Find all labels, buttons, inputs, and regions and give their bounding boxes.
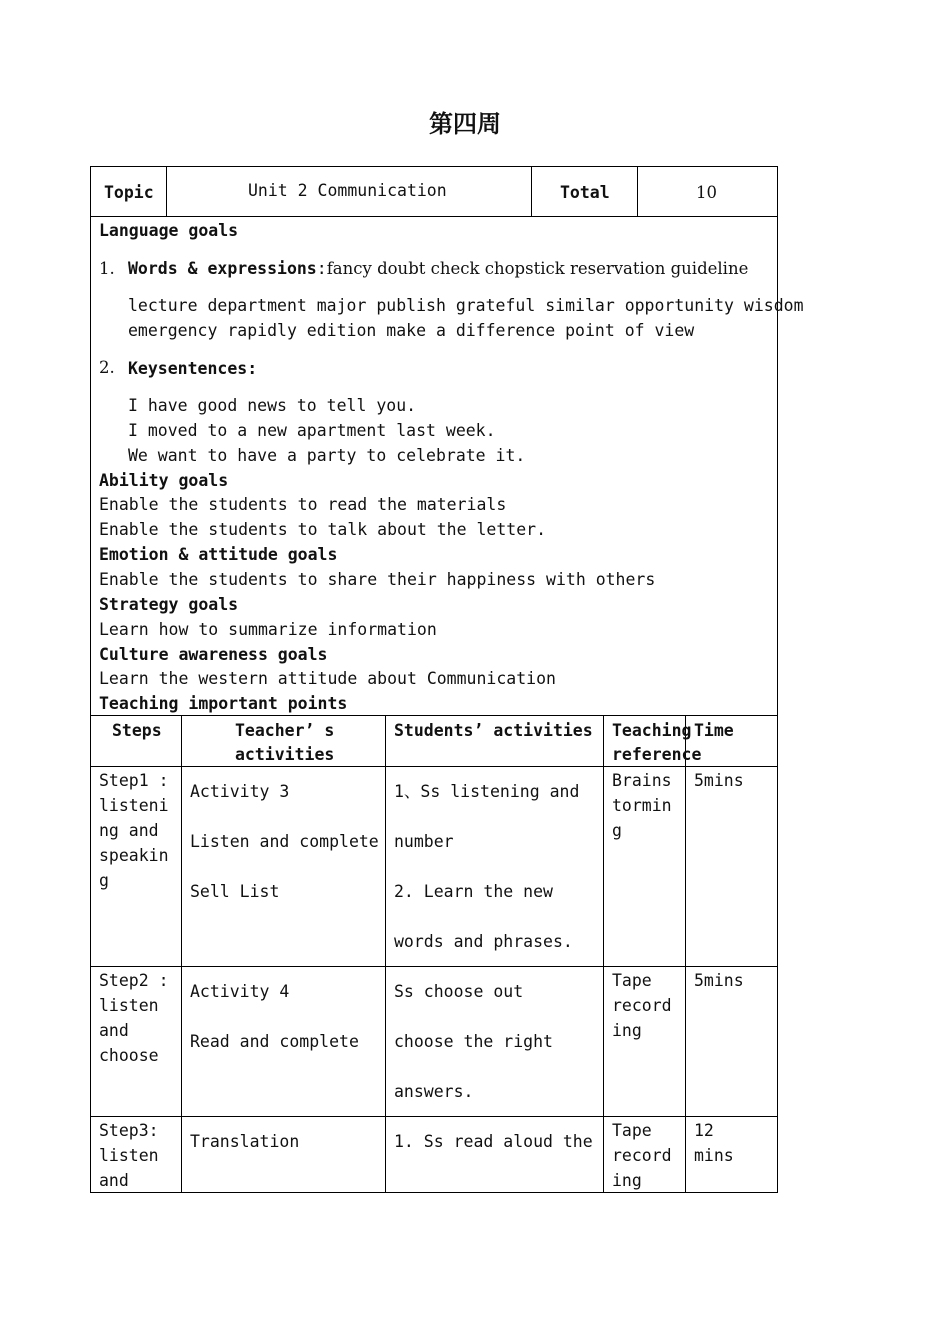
step-cell: and xyxy=(99,1021,129,1040)
col-header-students: Students’ activities xyxy=(394,721,593,740)
culture-goal: Learn the western attitude about Communication xyxy=(99,669,556,688)
column-divider xyxy=(685,715,686,1193)
column-divider xyxy=(385,715,386,1193)
time-cell: 5mins xyxy=(694,971,744,990)
time-cell: mins xyxy=(694,1146,734,1165)
column-divider xyxy=(181,715,182,1193)
item1-words: fancy doubt check chopstick reservation guideline xyxy=(326,259,749,278)
reference-cell: Tape xyxy=(612,971,652,990)
students-cell: answers. xyxy=(394,1082,474,1101)
total-label: Total xyxy=(560,183,610,202)
students-cell: words and phrases. xyxy=(394,932,573,951)
students-cell: 1、Ss listening and xyxy=(394,782,580,801)
step-cell: and xyxy=(99,1171,129,1190)
reference-cell: Tape xyxy=(612,1121,652,1140)
key-sentence: I have good news to tell you. xyxy=(128,396,417,415)
ability-goal: Enable the students to talk about the letter. xyxy=(99,520,547,539)
item1-number: 1. xyxy=(99,259,115,278)
reference-cell: ing xyxy=(612,1171,642,1190)
key-sentences-label: Keysentences: xyxy=(128,359,258,378)
teacher-cell: Read and complete xyxy=(190,1032,359,1051)
step-cell: choose xyxy=(99,1046,159,1065)
step-cell: listeni xyxy=(99,796,169,815)
teacher-cell: Activity 4 xyxy=(190,982,290,1001)
emotion-goal: Enable the students to share their happiness with others xyxy=(99,570,656,589)
teacher-cell: Listen and complete xyxy=(190,832,379,851)
step-cell: listen xyxy=(99,1146,159,1165)
step-cell: Step2 : xyxy=(99,971,169,990)
students-cell: 2. Learn the new xyxy=(394,882,553,901)
important-points-heading: Teaching important points xyxy=(99,694,348,713)
students-cell: choose the right xyxy=(394,1032,553,1051)
col-header-reference: reference xyxy=(612,745,702,764)
step-cell: Step3: xyxy=(99,1121,159,1140)
reference-cell: record xyxy=(612,996,672,1015)
reference-cell: g xyxy=(612,821,622,840)
students-cell: Ss choose out xyxy=(394,982,524,1001)
row-divider xyxy=(90,966,778,967)
total-value: 10 xyxy=(696,183,717,202)
time-cell: 12 xyxy=(694,1121,714,1140)
step-cell: ng and xyxy=(99,821,159,840)
reference-cell: record xyxy=(612,1146,672,1165)
students-cell: number xyxy=(394,832,454,851)
strategy-goal: Learn how to summarize information xyxy=(99,620,437,639)
key-sentence: I moved to a new apartment last week. xyxy=(128,421,496,440)
col-header-time: Time xyxy=(694,721,734,740)
item1-colon: : xyxy=(316,259,327,278)
item1-line xyxy=(128,256,748,281)
item2-number: 2. xyxy=(99,358,115,377)
step-cell: listen xyxy=(99,996,159,1015)
key-sentence: We want to have a party to celebrate it. xyxy=(128,446,526,465)
ability-goals-heading: Ability goals xyxy=(99,471,229,490)
strategy-goals-heading: Strategy goals xyxy=(99,595,239,614)
reference-cell: ing xyxy=(612,1021,642,1040)
emotion-goals-heading: Emotion & attitude goals xyxy=(99,545,338,564)
teacher-cell: Sell List xyxy=(190,882,280,901)
col-header-teacher: Teacher’ s xyxy=(235,721,335,740)
step-cell: Step1 : xyxy=(99,771,169,790)
col-header-reference: Teaching xyxy=(612,721,692,740)
row-divider xyxy=(90,1116,778,1117)
teacher-cell: Translation xyxy=(190,1132,300,1151)
topic-value: Unit 2 Communication xyxy=(248,181,447,200)
time-cell: 5mins xyxy=(694,771,744,790)
language-goals-heading: Language goals xyxy=(99,221,239,240)
step-cell: speakin xyxy=(99,846,169,865)
vocab-line-3: emergency rapidly edition make a difference point of view xyxy=(128,321,695,340)
topic-label: Topic xyxy=(104,183,154,202)
header-divider xyxy=(637,166,638,217)
header-divider xyxy=(531,166,532,217)
step-cell: g xyxy=(99,871,109,890)
col-header-steps: Steps xyxy=(112,721,162,740)
students-cell: 1. Ss read aloud the xyxy=(394,1132,593,1151)
reference-cell: tormin xyxy=(612,796,672,815)
culture-goals-heading: Culture awareness goals xyxy=(99,645,328,664)
column-divider xyxy=(603,715,604,1193)
header-divider xyxy=(166,166,167,217)
words-expressions-label: Words & expressions xyxy=(128,259,317,278)
ability-goal: Enable the students to read the materials xyxy=(99,495,507,514)
teacher-cell: Activity 3 xyxy=(190,782,290,801)
vocab-line-2: lecture department major publish grateful similar opportunity wisdom xyxy=(128,296,804,315)
col-header-teacher: activities xyxy=(235,745,335,764)
page-title: 第四周 xyxy=(429,110,501,138)
reference-cell: Brains xyxy=(612,771,672,790)
